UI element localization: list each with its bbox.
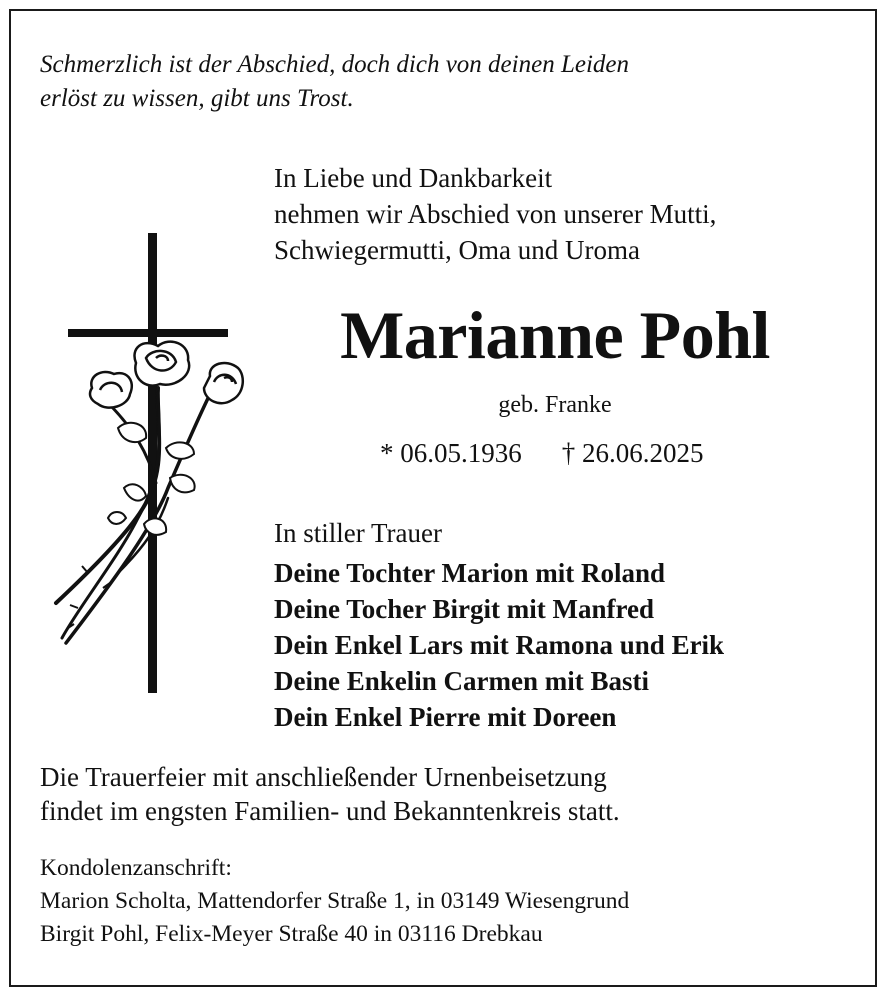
ceremony-line-1: Die Trauerfeier mit anschließender Urnenbeisetzung: [40, 762, 607, 792]
motto-line-2: erlöst zu wissen, gibt uns Trost.: [40, 85, 354, 112]
condolence-address-1: Marion Scholta, Mattendorfer Straße 1, in 03149 Wiesengrund: [40, 888, 630, 914]
condolence-block: [40, 852, 629, 951]
condolence-label: Kondolenzanschrift:: [40, 855, 232, 881]
motto-line-1: Schmerzlich ist der Abschied, doch dich von deinen Leiden: [40, 51, 629, 78]
intro-line-1: In Liebe und Dankbarkeit: [274, 163, 553, 193]
mourner-item: Deine Enkelin Carmen mit Basti: [274, 666, 649, 696]
intro-line-2: nehmen wir Abschied von unserer Mutti,: [274, 199, 717, 229]
mourner-item: Dein Enkel Pierre mit Doreen: [274, 702, 617, 732]
birth-date: * 06.05.1936: [380, 438, 522, 468]
deceased-name: Marianne Pohl: [340, 297, 770, 373]
birth-name: geb. Franke: [498, 392, 612, 418]
mourner-list: [274, 555, 724, 735]
condolence-address-2: Birgit Pohl, Felix-Meyer Straße 40 in 03116 Drebkau: [40, 921, 543, 947]
mourner-item: Dein Enkel Lars mit Ramona und Erik: [274, 630, 725, 660]
intro-line-3: Schwiegermutti, Oma und Uroma: [274, 235, 640, 265]
cross-with-roses-icon: [48, 228, 253, 698]
ceremony-line-2: findet im engsten Familien- und Bekanntenkreis statt.: [40, 796, 620, 826]
death-date: † 26.06.2025: [561, 438, 704, 468]
mourning-label: In stiller Trauer: [274, 518, 442, 548]
mourner-item: Deine Tocher Birgit mit Manfred: [274, 594, 654, 624]
life-dates: [380, 438, 704, 469]
ceremony-text: [40, 760, 620, 828]
mourner-item: Deine Tochter Marion mit Roland: [274, 558, 665, 588]
